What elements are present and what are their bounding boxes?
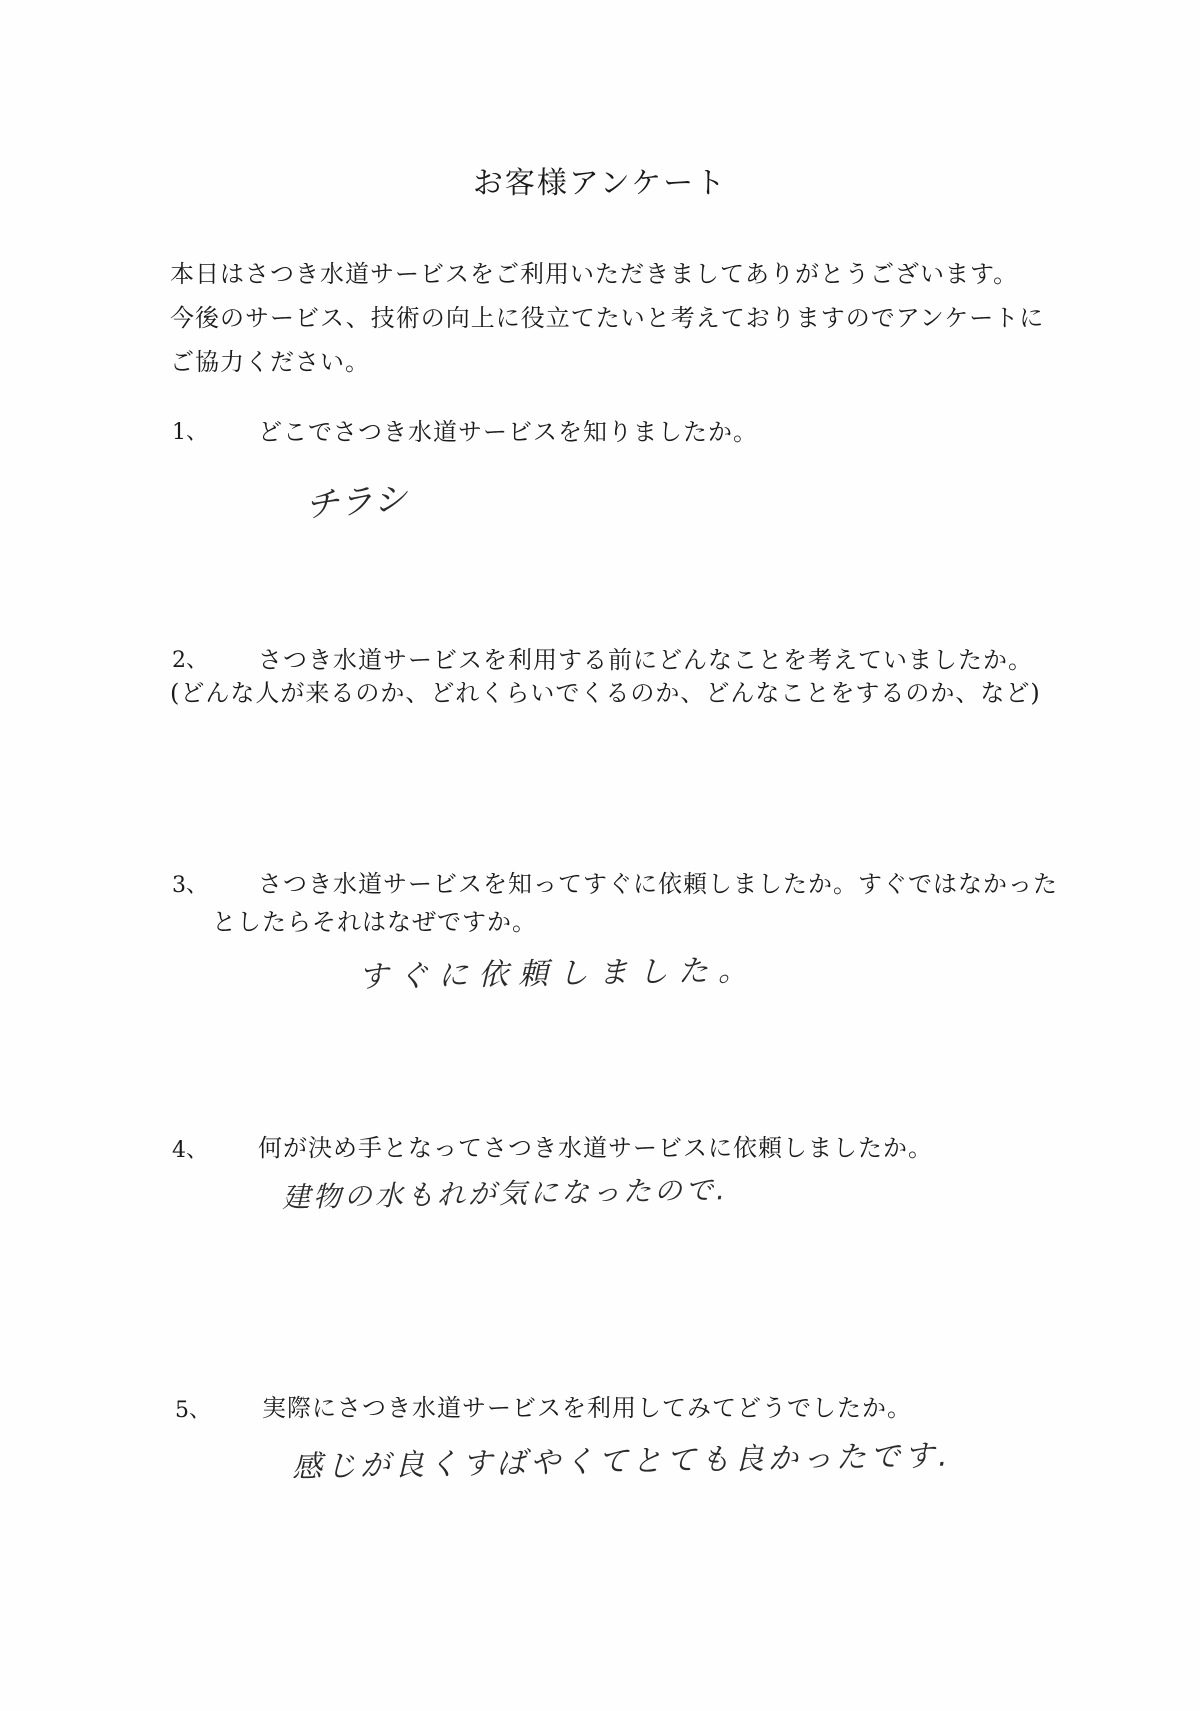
- question-3-answer: すぐに依頼しました。: [357, 953, 759, 995]
- page-title: お客様アンケート: [472, 166, 728, 201]
- question-1-text: どこでさつき水道サービスを知りましたか。: [258, 418, 758, 446]
- intro-text: [170, 252, 1070, 384]
- question-2-number: 2、: [172, 648, 208, 673]
- question-3-subtext: としたらそれはなぜですか。: [212, 908, 537, 936]
- question-4-text: 何が決め手となってさつき水道サービスに依頼しましたか。: [258, 1134, 933, 1162]
- intro-line-3: ご協力ください。: [170, 348, 370, 376]
- intro-line-1: 本日はさつき水道サービスをご利用いただきましてありがとうございます。: [170, 260, 1019, 288]
- question-4-number: 4、: [172, 1138, 208, 1163]
- question-5-number: 5、: [175, 1398, 211, 1423]
- question-4-answer: 建物の水もれが気になったので.: [281, 1173, 729, 1214]
- question-2-text: さつき水道サービスを利用する前にどんなことを考えていましたか。: [258, 646, 1033, 674]
- question-1-answer: チラシ: [303, 478, 409, 526]
- question-2-subtext: (どんな人が来るのか、どれくらいでくるのか、どんなことをするのか、など): [170, 679, 1041, 707]
- intro-line-2: 今後のサービス、技術の向上に役立てたいと考えておりますのでアンケートに: [170, 304, 1045, 332]
- question-3-number: 3、: [172, 873, 208, 898]
- question-5-answer: 感じが良くすばやくてとても良かったです.: [291, 1438, 952, 1485]
- question-1-number: 1、: [172, 420, 208, 445]
- question-5-text: 実際にさつき水道サービスを利用してみてどうでしたか。: [262, 1394, 912, 1422]
- question-3-text: さつき水道サービスを知ってすぐに依頼しましたか。すぐではなかった: [258, 870, 1058, 898]
